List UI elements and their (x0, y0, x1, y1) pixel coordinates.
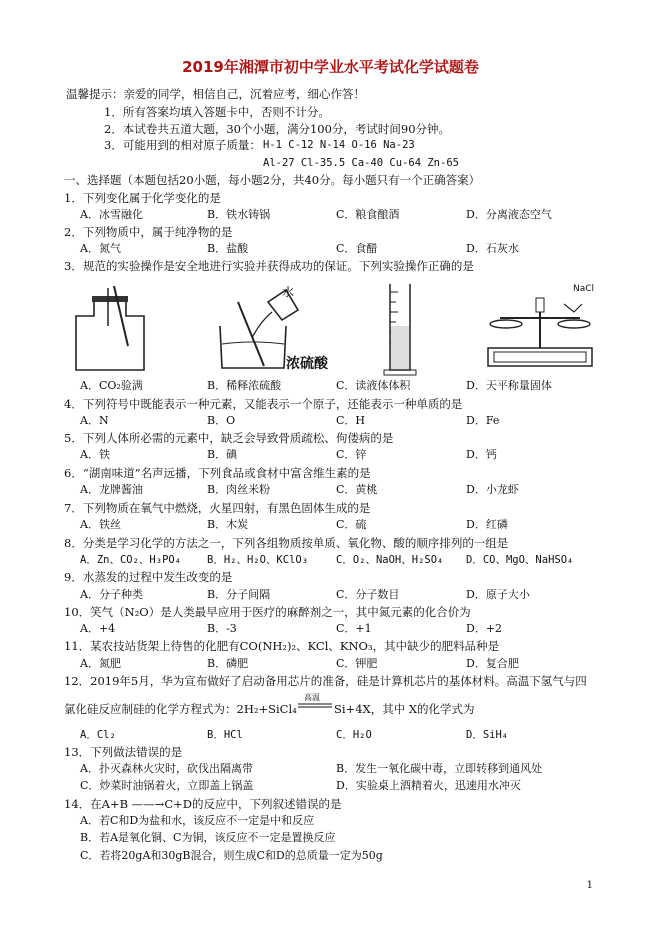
q9-option-d: D．原子大小 (466, 588, 530, 601)
q8-option-b: B．H₂、H₂O、KClO₃ (207, 554, 309, 566)
q7-option-c: C．硫 (336, 518, 367, 531)
q13-option-c: C．炒菜时油锅着火，立即盖上锅盖 (80, 779, 254, 792)
q8-stem: 8．分类是学习化学的方法之一，下列各组物质按单质、氧化物、酸的顺序排列的一组是 (64, 536, 509, 550)
q13-option-b: B．发生一氧化碳中毒，立即转移到通风处 (336, 762, 543, 775)
q10-stem: 10．笑气（N₂O）是人类最早应用于医疗的麻醉剂之一，其中氮元素的化合价为 (64, 605, 471, 619)
q8-option-a: A．Zn、CO₂、H₃PO₄ (80, 554, 182, 566)
water-label: 水 (282, 285, 295, 299)
q2-option-c: C．食醋 (336, 242, 378, 255)
q12-stem-line1: 12．2019年5月，华为宣布做好了启动备用芯片的准备，硅是计算机芯片的基体材料。高温下氢气与四 (64, 674, 587, 688)
q10-option-a: A．+4 (80, 622, 116, 635)
tip-1: 1．所有答案均填入答题卡中，否则不计分。 (104, 105, 330, 119)
q4-stem: 4．下列符号中既能表示一种元素，又能表示一个原子，还能表示一种单质的是 (64, 397, 463, 411)
reaction-condition: 高温 (304, 693, 320, 702)
q7-option-b: B．木炭 (207, 518, 249, 531)
atomic-masses-1: H-1 C-12 N-14 O-16 Na-23 (263, 139, 415, 151)
q14-stem: 14．在A+B ——→C+D的反应中，下列叙述错误的是 (64, 797, 342, 811)
q13-option-a: A．扑灭森林火灾时，砍伐出隔离带 (80, 762, 253, 775)
tip-heading: 温馨提示：亲爱的同学，相信自己，沉着应考，细心作答！ (66, 87, 365, 101)
q3-option-a: A．CO₂验满 (80, 379, 143, 392)
reaction-equals-sign (298, 703, 332, 709)
q7-stem: 7．下列物质在氧气中燃烧，火星四射，有黑色固体生成的是 (64, 501, 371, 515)
q1-option-c: C．粮食酿酒 (336, 208, 400, 221)
q4-option-c: C．H (336, 414, 366, 427)
q7-option-d: D．红磷 (466, 518, 508, 531)
q11-option-b: B．磷肥 (207, 657, 249, 670)
cylinder-figure (380, 282, 420, 378)
q2-stem: 2．下列物质中，属于纯净物的是 (64, 225, 233, 239)
q6-option-d: D．小龙虾 (466, 483, 519, 496)
q12-option-c: C．H₂O (336, 729, 372, 741)
q11-option-c: C．钾肥 (336, 657, 378, 670)
page-title: 2019年湘潭市初中学业水平考试化学试题卷 (182, 58, 479, 76)
q14-option-b: B．若A是氧化铜、C为铜，该反应不一定是置换反应 (80, 831, 336, 844)
q3-option-c: C．读液体体积 (336, 379, 411, 392)
q9-option-b: B．分子间隔 (207, 588, 271, 601)
q13-option-d: D．实验桌上酒精着火，迅速用水冲灭 (336, 779, 521, 792)
q2-option-b: B．盐酸 (207, 242, 249, 255)
q8-option-c: C．O₂、NaOH、H₂SO₄ (336, 554, 444, 566)
q1-stem: 1．下列变化属于化学变化的是 (64, 191, 221, 205)
page-number: 1 (586, 880, 593, 891)
q5-option-c: C．锌 (336, 448, 367, 461)
co2-check-figure (64, 286, 154, 376)
q12-stem-tail: Si+4X，其中 X的化学式为 (334, 702, 475, 716)
q3-option-b: B．稀释浓硫酸 (207, 379, 282, 392)
tip-3: 3．可能用到的相对原子质量： (104, 138, 261, 152)
q2-option-a: A．氮气 (80, 242, 121, 255)
q10-option-c: C．+1 (336, 622, 372, 635)
q4-option-b: B．O (207, 414, 236, 427)
q12-stem-equation: 氯化硅反应制硅的化学方程式为：2H₂+SiCl₄ (64, 702, 297, 716)
q12-option-a: A．Cl₂ (80, 729, 116, 741)
q3-option-d: D．天平称量固体 (466, 379, 552, 392)
q12-option-b: B．HCl (207, 729, 243, 741)
q2-option-d: D．石灰水 (466, 242, 519, 255)
q6-option-a: A．龙牌酱油 (80, 483, 143, 496)
q6-option-b: B．肉丝米粉 (207, 483, 271, 496)
q10-option-d: D．+2 (466, 622, 503, 635)
tip-2: 2．本试卷共五道大题，30个小题，满分100分，考试时间90分钟。 (104, 122, 451, 136)
q1-option-b: B．铁水铸锅 (207, 208, 271, 221)
q6-stem: 6．“湖南味道”名声远播，下列食品或食材中富含维生素的是 (64, 466, 371, 480)
acid-label: 浓硫酸 (286, 356, 328, 372)
q5-option-a: A．铁 (80, 448, 110, 461)
q11-option-a: A．氮肥 (80, 657, 121, 670)
q11-option-d: D．复合肥 (466, 657, 519, 670)
q3-stem: 3．规范的实验操作是安全地进行实验并获得成功的保证。下列实验操作正确的是 (64, 259, 474, 273)
q14-option-c: C．若将20gA和30gB混合，则生成C和D的总质量一定为50g (80, 849, 383, 862)
nacl-label: NaCl (573, 284, 595, 294)
q4-option-d: D．Fe (466, 414, 500, 427)
q12-option-d: D．SiH₄ (466, 729, 509, 741)
q7-option-a: A．铁丝 (80, 518, 121, 531)
q13-stem: 13．下列做法错误的是 (64, 745, 183, 759)
q5-option-d: D．钙 (466, 448, 497, 461)
q9-option-a: A．分子种类 (80, 588, 143, 601)
q4-option-a: A．N (80, 414, 109, 427)
q9-option-c: C．分子数目 (336, 588, 400, 601)
q1-option-d: D．分离液态空气 (466, 208, 552, 221)
q5-stem: 5．下列人体所必需的元素中，缺乏会导致骨质疏松、佝偻病的是 (64, 431, 394, 445)
q9-stem: 9．水蒸发的过程中发生改变的是 (64, 570, 233, 584)
q6-option-c: C．黄桃 (336, 483, 378, 496)
q8-option-d: D．CO、MgO、NaHSO₄ (466, 554, 574, 566)
q11-stem: 11．某农技站货架上待售的化肥有CO(NH₂)₂、KCl、KNO₃，其中缺少的肥料品种是 (64, 639, 500, 653)
atomic-masses-2: Al-27 Cl-35.5 Ca-40 Cu-64 Zn-65 (263, 157, 459, 169)
q10-option-b: B．-3 (207, 622, 237, 635)
section-heading: 一、选择题（本题包括20小题，每小题2分，共40分。每小题只有一个正确答案） (64, 173, 481, 187)
q5-option-b: B．碘 (207, 448, 238, 461)
q14-option-a: A．若C和D为盐和水，该反应不一定是中和反应 (80, 814, 315, 827)
q1-option-a: A．冰雪融化 (80, 208, 143, 221)
